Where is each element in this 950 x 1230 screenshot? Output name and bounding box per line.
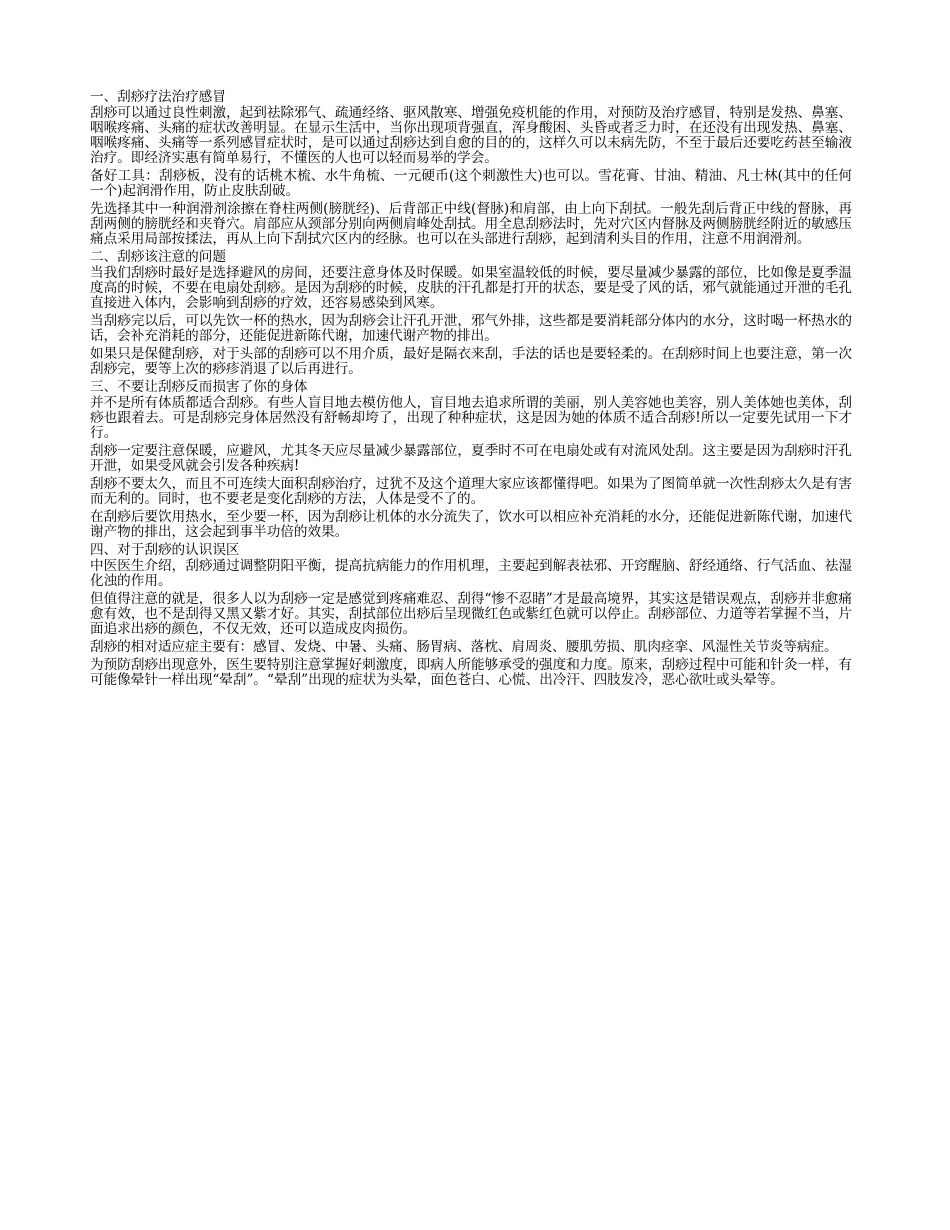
paragraph: 刮痧不要太久，而且不可连续大面积刮痧治疗，过犹不及这个道理大家应该都懂得吧。如果为了图简单就一次性刮痧太久是有害而无利的。同时，也不要老是变化刮痧的方法，人体是受不了的。 [90, 476, 852, 507]
paragraph: 如果只是保健刮痧，对于头部的刮痧可以不用介质，最好是隔衣来刮，手法的话也是要轻柔的。在刮痧时间上也要注意，第一次刮痧完，要等上次的痧疹消退了以后再进行。 [90, 346, 852, 377]
paragraph: 当我们刮痧时最好是选择避风的房间，还要注意身体及时保暖。如果室温较低的时候，要尽量减少暴露的部位，比如像是夏季温度高的时候，不要在电扇处刮痧。是因为刮痧的时候，皮肤的汗孔都是打开的状态，要是受了风的话，邪气就能通过开泄的毛孔直接进入体内，会影响到刮痧的疗效，还容易感染到风寒。 [90, 265, 852, 311]
paragraph: 先选择其中一种润滑剂涂擦在脊柱两侧(膀胱经)、后背部正中线(督脉)和肩部，由上向下刮拭。一般先刮后背正中线的督脉，再刮两侧的膀胱经和夹脊穴。肩部应从颈部分别向两侧肩峰处刮拭。用全息刮痧法时，先对穴区内督脉及两侧膀胱经附近的敏感压痛点采用局部按揉法，再从上向下刮拭穴区内的经脉。也可以在头部进行刮痧，起到清利头目的作用，注意不用润滑剂。 [90, 201, 852, 247]
paragraph: 为预防刮痧出现意外，医生要特别注意掌握好刺激度，即病人所能够承受的强度和力度。原来，刮痧过程中可能和针灸一样，有可能像晕针一样出现“晕刮”。“晕刮”出现的症状为头晕，面色苍白、心慌、出冷汗、四肢发冷，恶心欲吐或头晕等。 [90, 657, 852, 688]
paragraph: 在刮痧后要饮用热水，至少要一杯，因为刮痧让机体的水分流失了，饮水可以相应补充消耗的水分，还能促进新陈代谢，加速代谢产物的排出，这会起到事半功倍的效果。 [90, 509, 852, 540]
section-heading-2: 二、刮痧该注意的问题 [90, 249, 226, 265]
document-body [90, 90, 852, 691]
section-heading-3: 三、不要让刮痧反而损害了你的身体 [90, 379, 308, 395]
paragraph: 刮痧一定要注意保暖，应避风，尤其冬天应尽量减少暴露部位，夏季时不可在电扇处或有对流风处刮。这主要是因为刮痧时汗孔开泄，如果受风就会引发各种疾病! [90, 443, 852, 474]
paragraph: 备好工具：刮痧板，没有的话桃木梳、水牛角梳、一元硬币(这个刺激性大)也可以。雪花膏、甘油、精油、凡士林(其中的任何一个)起润滑作用，防止皮肤刮破。 [90, 168, 852, 199]
paragraph: 并不是所有体质都适合刮痧。有些人盲目地去模仿他人，盲目地去追求所谓的美丽，别人美容她也美容，别人美体她也美体，刮痧也跟着去。可是刮痧完身体居然没有舒畅却垮了，出现了种种症状，这是因为她的体质不适合刮痧!所以一定要先试用一下才行。 [90, 395, 852, 441]
paragraph: 当刮痧完以后，可以先饮一杯的热水，因为刮痧会让汗孔开泄，邪气外排，这些都是要消耗部分体内的水分，这时喝一杯热水的话，会补充消耗的部分，还能促进新陈代谢，加速代谢产物的排出。 [90, 313, 852, 344]
paragraph: 刮痧的相对适应症主要有：感冒、发烧、中暑、头痛、肠胃病、落枕、肩周炎、腰肌劳损、肌肉痉挛、风湿性关节炎等病症。 [90, 639, 838, 655]
section-heading-4: 四、对于刮痧的认识误区 [90, 542, 240, 558]
section-heading-1: 一、刮痧疗法治疗感冒 [90, 89, 226, 105]
paragraph: 中医医生介绍，刮痧通过调整阴阳平衡，提高抗病能力的作用机理，主要起到解表祛邪、开窍醒脑、舒经通络、行气活血、祛湿化浊的作用。 [90, 558, 852, 589]
paragraph: 但值得注意的就是，很多人以为刮痧一定是感觉到疼痛难忍、刮得“惨不忍睹”才是最高境界，其实这是错误观点，刮痧并非愈痛愈有效，也不是刮得又黑又紫才好。其实，刮拭部位出痧后呈现微红色或紫红色就可以停止。刮痧部位、力道等若掌握不当，片面追求出痧的颜色，不仅无效，还可以造成皮肉损伤。 [90, 591, 852, 637]
paragraph: 刮痧可以通过良性刺激，起到祛除邪气、疏通经络、驱风散寒、增强免疫机能的作用，对预防及治疗感冒，特别是发热、鼻塞、咽喉疼痛、头痛的症状改善明显。在显示生活中，当你出现项背强直，浑身酸困、头昏或者乏力时，在还没有出现发热、鼻塞、咽喉疼痛、头痛等一系列感冒症状时，是可以通过刮痧达到自愈的目的的，这样久可以未病先防，不至于最后还要吃药甚至输液治疗。即经济实惠有简单易行，不懂医的人也可以轻而易举的学会。 [90, 105, 852, 166]
